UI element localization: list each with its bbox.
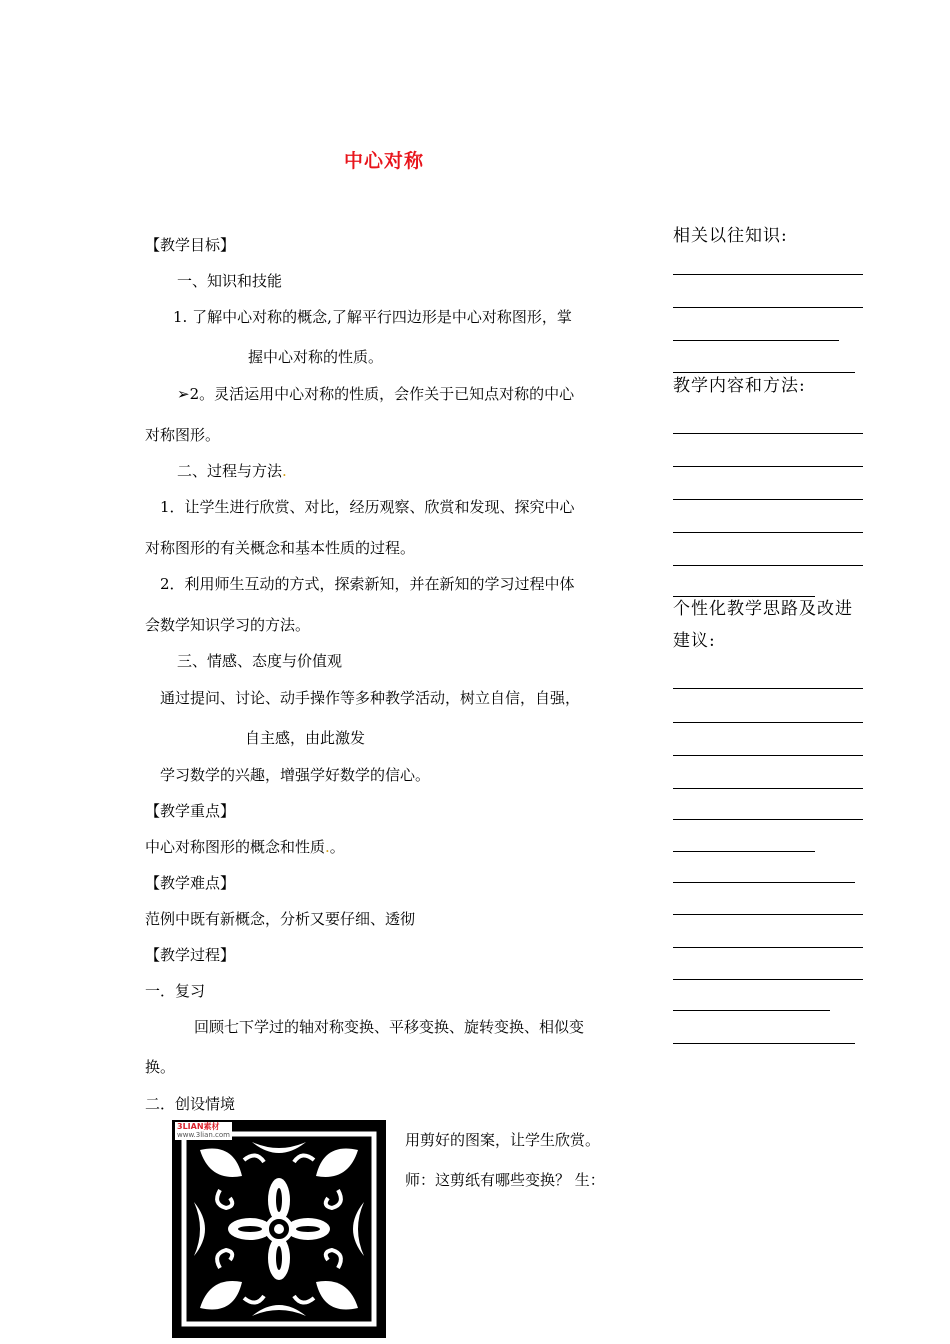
process-item-2: 2．利用师生互动的方式，探索新知，并在新知的学习过程中体 bbox=[160, 575, 575, 593]
paper-cut-pattern-image bbox=[172, 1120, 386, 1338]
subheading-process-text: 二、过程与方法 bbox=[177, 462, 283, 480]
blank-line bbox=[673, 755, 863, 756]
blank-line bbox=[673, 979, 863, 980]
attitude-text: 通过提问、讨论、动手操作等多种教学活动，树立自信，自强， bbox=[160, 689, 581, 707]
step-review-text: 回顾七下学过的轴对称变换、平移变换、旋转变换、相似变 bbox=[194, 1018, 585, 1036]
difficulties-text: 范例中既有新概念，分析又要仔细、透彻 bbox=[145, 910, 416, 928]
side-heading-prior-knowledge: 相关以往知识: bbox=[673, 226, 788, 246]
scenario-text-2: 师：这剪纸有哪些变换？ 生： bbox=[405, 1171, 605, 1189]
blank-line bbox=[673, 851, 815, 852]
process-item-2-cont: 会数学知识学习的方法。 bbox=[145, 616, 311, 634]
attitude-text-end: 学习数学的兴趣，增强学好数学的信心。 bbox=[160, 766, 431, 784]
blank-line bbox=[673, 1010, 830, 1011]
stray-dot-mark: . bbox=[282, 462, 287, 480]
step-review-heading: 一．复习 bbox=[145, 982, 206, 1000]
subheading-attitude: 三、情感、态度与价值观 bbox=[177, 652, 343, 670]
blank-line bbox=[673, 788, 863, 789]
watermark-brand: 3LIAN素材 bbox=[177, 1122, 220, 1131]
blank-line bbox=[673, 882, 855, 883]
goal-item-2: ➢2。灵活运用中心对称的性质，会作关于已知点对称的中心 bbox=[177, 385, 575, 403]
side-heading-personalized-a: 个性化教学思路及改进 bbox=[673, 599, 853, 619]
blank-line bbox=[673, 466, 863, 467]
blank-line bbox=[673, 722, 863, 723]
document-title: 中心对称 bbox=[344, 150, 425, 172]
scenario-text-1: 用剪好的图案，让学生欣赏。 bbox=[405, 1131, 601, 1149]
key-points-period: 。 bbox=[329, 838, 345, 856]
paper-cut-pattern-graphic bbox=[172, 1120, 386, 1338]
goal-item-1-cont: 握中心对称的性质。 bbox=[248, 348, 384, 366]
blank-line bbox=[673, 1043, 855, 1044]
key-points-text bbox=[145, 838, 345, 856]
blank-line bbox=[673, 372, 855, 373]
blank-line bbox=[673, 819, 863, 820]
section-heading-key-points: 【教学重点】 bbox=[145, 802, 236, 820]
section-heading-process: 【教学过程】 bbox=[145, 946, 236, 964]
attitude-text-cont: 自主感，由此激发 bbox=[245, 729, 366, 747]
blank-line bbox=[673, 433, 863, 434]
side-heading-content-method: 教学内容和方法: bbox=[673, 376, 806, 396]
process-item-1: 1．让学生进行欣赏、对比，经历观察、欣赏和发现、探究中心 bbox=[160, 498, 575, 516]
goal-item-2-cont: 对称图形。 bbox=[145, 426, 221, 444]
goal-item-1: 1. 了解中心对称的概念,了解平行四边形是中心对称图形，掌 bbox=[173, 308, 572, 326]
blank-line bbox=[673, 532, 863, 533]
stray-dot-mark: . bbox=[325, 838, 330, 856]
blank-line bbox=[673, 688, 863, 689]
blank-line bbox=[673, 340, 839, 341]
blank-line bbox=[673, 499, 863, 500]
side-heading-personalized-b: 建议: bbox=[673, 631, 716, 651]
subheading-knowledge: 一、知识和技能 bbox=[177, 272, 283, 290]
blank-line bbox=[673, 947, 863, 948]
step-review-text-cont: 换。 bbox=[145, 1058, 176, 1076]
watermark-url: www.3lian.com bbox=[177, 1131, 231, 1139]
image-watermark bbox=[175, 1122, 232, 1140]
key-points-body: 中心对称图形的概念和性质 bbox=[145, 838, 326, 856]
section-heading-difficulties: 【教学难点】 bbox=[145, 874, 236, 892]
blank-line bbox=[673, 565, 863, 566]
process-item-1-cont: 对称图形的有关概念和基本性质的过程。 bbox=[145, 539, 416, 557]
blank-line bbox=[673, 596, 815, 597]
blank-line bbox=[673, 274, 863, 275]
subheading-process bbox=[177, 462, 287, 480]
blank-line bbox=[673, 307, 863, 308]
step-scenario-heading: 二．创设情境 bbox=[145, 1095, 236, 1113]
blank-line bbox=[673, 914, 863, 915]
section-heading-goals: 【教学目标】 bbox=[145, 236, 236, 254]
